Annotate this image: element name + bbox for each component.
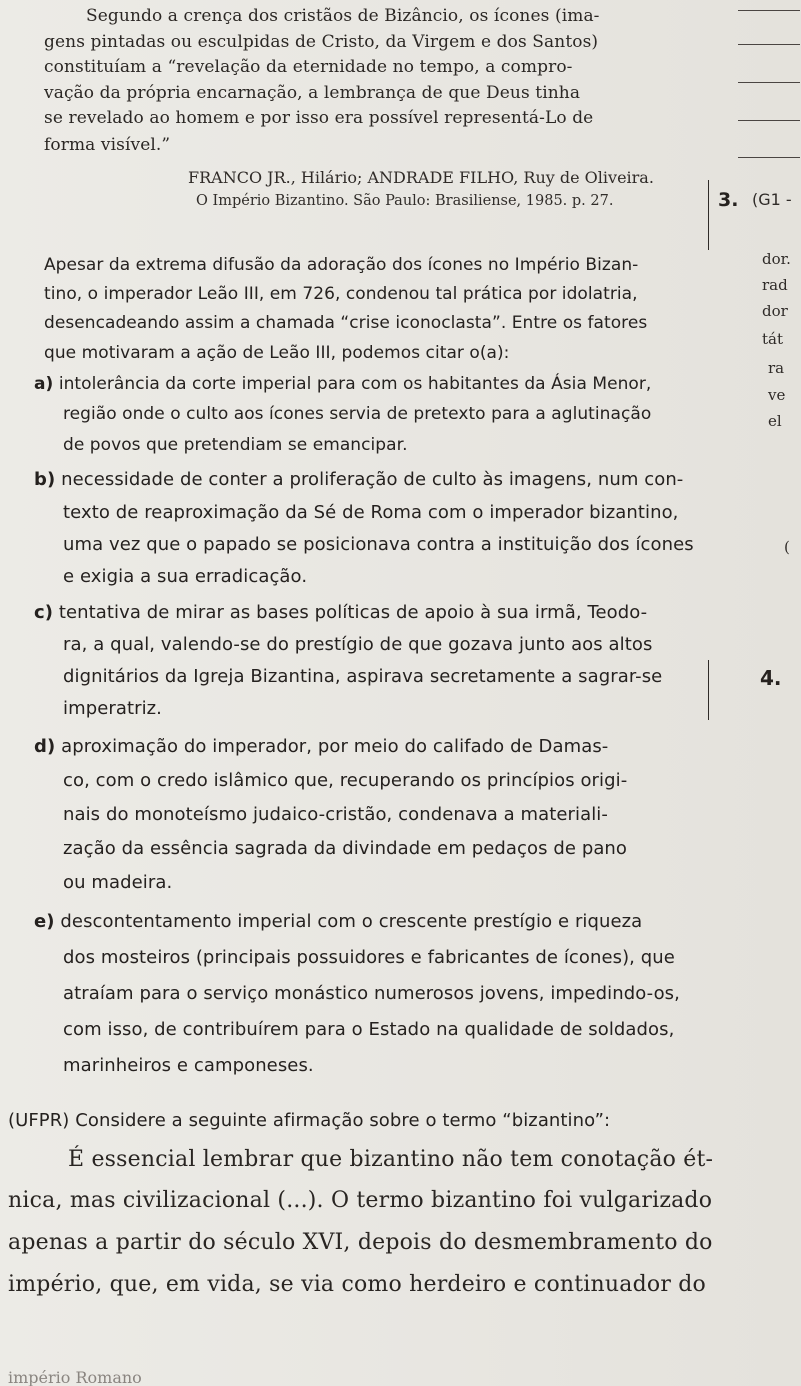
quote-line: gens pintadas ou esculpidas de Cristo, da Virgem e dos Santos) [44,32,599,52]
right-fragment: ra [768,359,785,377]
right-fragment: el [768,412,782,430]
option-line: marinheiros e camponeses. [63,1055,314,1076]
quote-line: constituíam a “revelação da eternidade no tempo, a compro- [44,57,573,77]
question-4-number: 4. [760,666,782,690]
next-question-header: (UFPR) Considere a seguinte afirmação sobre o termo “bizantino”: [8,1110,611,1131]
quote-line: Segundo a crença dos cristãos de Bizâncio, os ícones (ima- [86,6,600,26]
column-divider [708,660,709,720]
right-fragment: ( [784,538,790,556]
option-text: intolerância da corte imperial para com os habitantes da Ásia Menor, [58,374,652,394]
right-fragment: rad [762,276,788,294]
right-fragment: tát [762,330,783,348]
option-line: co, com o credo islâmico que, recuperando os princípios origi- [63,770,628,791]
right-fragment: dor [762,302,788,320]
right-fragment: dor. [762,250,791,268]
answer-line [738,44,800,45]
option-letter: d) [34,736,56,757]
option-line: dos mosteiros (principais possuidores e fabricantes de ícones), que [63,947,675,968]
option-line [34,738,608,756]
option-line: atraíam para o serviço monástico numerosos jovens, impedindo-os, [63,983,680,1004]
citation-authors: FRANCO JR., Hilário; ANDRADE FILHO, Ruy de Oliveira. [188,168,654,187]
stem-line: Apesar da extrema difusão da adoração dos ícones no Império Bizan- [44,255,639,275]
option-line: com isso, de contribuírem para o Estado na qualidade de soldados, [63,1019,675,1040]
option-line: texto de reaproximação da Sé de Roma com o imperador bizantino, [63,502,679,523]
stem-line: desencadeando assim a chamada “crise iconoclasta”. Entre os fatores [44,313,648,333]
question-3-number: 3. [718,189,739,211]
option-letter: a) [34,374,54,394]
option-line [34,471,683,489]
option-line: nais do monoteísmo judaico-cristão, condenava a materiali- [63,804,608,825]
answer-line [738,82,800,83]
option-line: e exigia a sua erradicação. [63,566,308,587]
answer-line [738,10,800,11]
quote-line: vação da própria encarnação, a lembrança de que Deus tinha [44,83,581,103]
answer-line [738,120,800,121]
option-line: de povos que pretendiam se emancipar. [63,435,408,455]
quote-line: forma visível.” [44,135,171,155]
option-text: necessidade de conter a proliferação de culto às imagens, num con- [61,469,684,490]
right-fragment: ve [768,386,786,404]
option-line: região onde o culto aos ícones servia de pretexto para a aglutinação [63,404,652,424]
stem-line: que motivaram a ação de Leão III, podemos citar o(a): [44,343,510,363]
next-question-line: império, que, em vida, se via como herdeiro e continuador do [8,1272,706,1297]
option-line: ou madeira. [63,872,173,893]
option-text: aproximação do imperador, por meio do califado de Damas- [61,736,609,757]
next-question-line: apenas a partir do século XVI, depois do desmembramento do [8,1230,713,1255]
next-question-line: nica, mas civilizacional (...). O termo bizantino foi vulgarizado [8,1188,713,1213]
option-line: dignitários da Igreja Bizantina, aspirava secretamente a sagrar-se [63,666,663,687]
option-text: descontentamento imperial com o crescente prestígio e riqueza [60,911,643,932]
option-line: imperatriz. [63,698,162,719]
option-line [34,376,651,393]
column-divider [708,180,709,250]
option-line [34,913,642,931]
option-letter: c) [34,602,54,623]
option-text: tentativa de mirar as bases políticas de apoio à sua irmã, Teodo- [58,602,648,623]
citation-work: O Império Bizantino. São Paulo: Brasiliense, 1985. p. 27. [196,193,614,209]
next-question-line: É essencial lembrar que bizantino não tem conotação ét- [68,1147,714,1172]
option-letter: e) [34,911,55,932]
quote-line: se revelado ao homem e por isso era possível representá-Lo de [44,108,594,128]
option-line: uma vez que o papado se posicionava contra a instituição dos ícones [63,534,694,555]
next-question-line-cut: império Romano [8,1368,142,1386]
answer-line [738,157,800,158]
option-letter: b) [34,469,56,490]
option-line [34,604,647,622]
question-3-source: (G1 - [752,190,792,209]
option-line: zação da essência sagrada da divindade em pedaços de pano [63,838,628,859]
option-line: ra, a qual, valendo-se do prestígio de que gozava junto aos altos [63,634,653,655]
stem-line: tino, o imperador Leão III, em 726, condenou tal prática por idolatria, [44,284,638,304]
